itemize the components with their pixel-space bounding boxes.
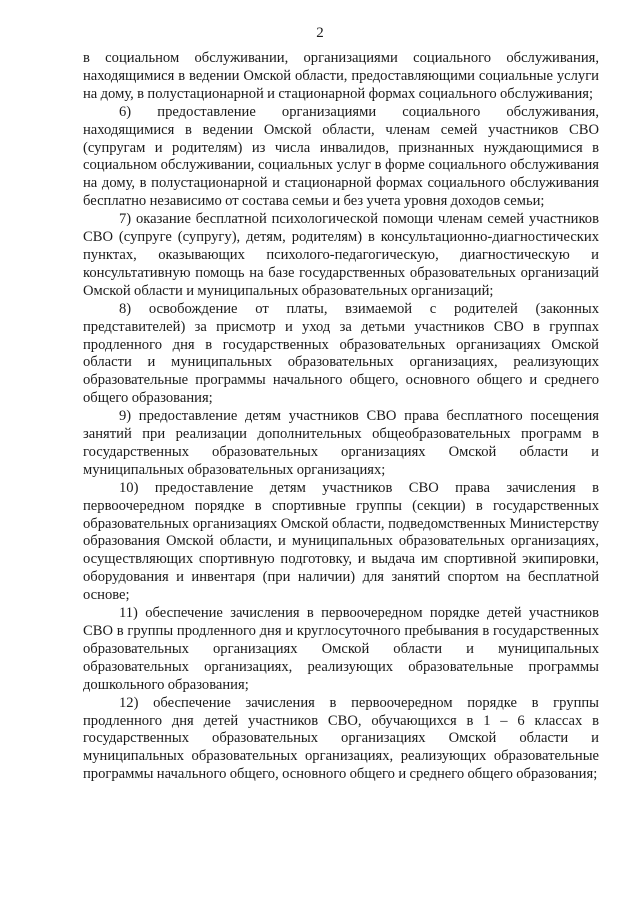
- paragraph-item-11: 11) обеспечение зачисления в первоочередном порядке детей участников СВО в группы продленного дня и круглосуточного пребывания в государственных образовательных организациях Омской области и муниципальных образовательных организациях, реализующих образовательные программы дошкольного образования;: [83, 605, 599, 693]
- paragraph-item-6: 6) предоставление организациями социального обслуживания, находящимися в ведении Омской области, членам семей участников СВО (супругам и родителям) из числа инвалидов, признанных нуждающимися в социальном обслуживании, социальных услуг в форме социального обслуживания на дому, в полустационарной и стационарной формах социального обслуживания бесплатно независимо от состава семьи и без учета уровня доходов семьи;: [83, 103, 599, 210]
- paragraph-continuation: в социальном обслуживании, организациями социального обслуживания, находящимися в ведении Омской области, предоставляющими социальные услуги на дому, в полустационарной и стационарной формах социального обслуживания;: [83, 50, 599, 102]
- paragraph-item-10: 10) предоставление детям участников СВО права зачисления в первоочередном порядке в спортивные группы (секции) в государственных образовательных организациях Омской области, подведомственных Министерству образования Омской области, и муниципальных образовательных организациях, осуществляющих спортивную подготовку, и выдача им спортивной экипировки, оборудования и инвентаря (при наличии) для занятий спортом на бесплатной основе;: [83, 479, 599, 604]
- paragraph-item-7: 7) оказание бесплатной психологической помощи членам семей участников СВО (супруге (супругу), детям, родителям) в консультационно-диагностических пунктах, оказывающих психолого-педагогическую, диагностическую и консультативную помощь на базе государственных образовательных организаций Омской области и муниципальных образовательных организаций;: [83, 211, 599, 299]
- document-body: [83, 50, 599, 784]
- page-number: 2: [316, 25, 324, 41]
- paragraph-item-9: 9) предоставление детям участников СВО права бесплатного посещения занятий при реализации дополнительных общеобразовательных программ в государственных образовательных организациях Омской области и муниципальных образовательных организациях;: [83, 408, 599, 478]
- paragraph-item-8: 8) освобождение от платы, взимаемой с родителей (законных представителей) за присмотр и уход за детьми участников СВО в группах продленного дня в государственных образовательных организациях Омской области и муниципальных образовательных организациях, реализующих образовательные программы начального общего, основного общего и среднего общего образования;: [83, 300, 599, 407]
- paragraph-item-12: 12) обеспечение зачисления в первоочередном порядке в группы продленного дня детей участников СВО, обучающихся в 1 – 6 классах в государственных образовательных организациях Омской области и муниципальных образовательных организациях, реализующих образовательные программы начального общего, основного общего и среднего общего образования;: [83, 694, 599, 783]
